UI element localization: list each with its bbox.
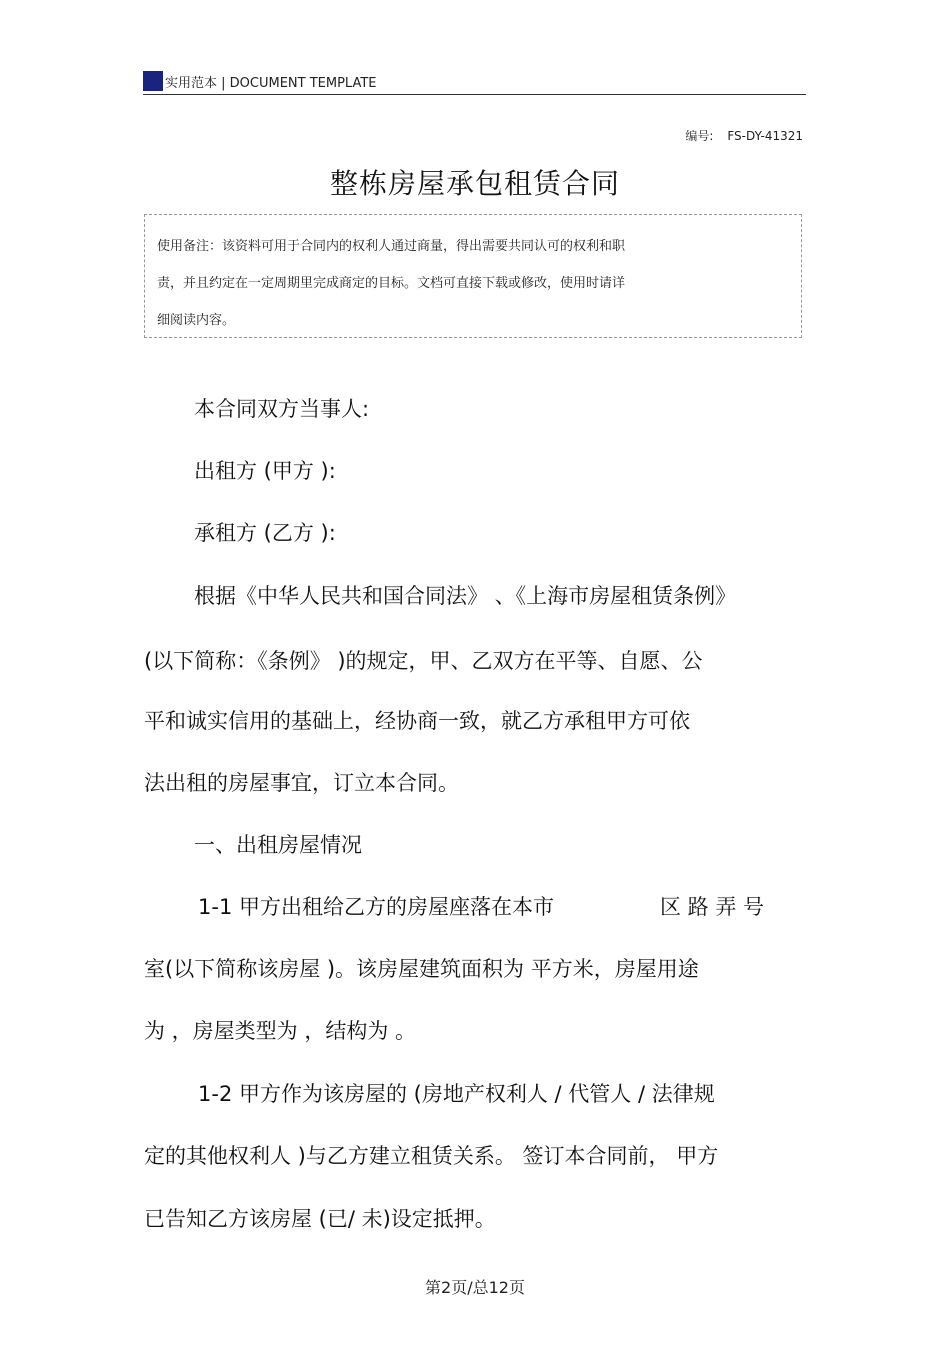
- parties-intro: 本合同双方当事人:: [194, 397, 370, 421]
- basis-paragraph-line: (以下简称：《条例》 )的规定，甲、乙双方在平等、自愿、公: [144, 649, 703, 673]
- document-number-label: 编号:: [685, 129, 714, 143]
- lessee-line: 承租方 (乙方 ):: [194, 521, 336, 545]
- lessor-line: 出租方 (甲方 ):: [194, 459, 336, 483]
- clause-line: 已告知乙方该房屋 (已/ 未)设定抵押。: [144, 1207, 496, 1231]
- clause-line: 1-1 甲方出租给乙方的房屋座落在本市: [198, 895, 554, 919]
- clause-line: 1-2 甲方作为该房屋的 (房地产权利人 / 代管人 / 法律规: [198, 1082, 715, 1106]
- section-heading: 一、出租房屋情况: [194, 833, 362, 857]
- clause-line: 室(以下简称该房屋 )。该房屋建筑面积为 平方米，房屋用途: [144, 957, 699, 981]
- usage-note-line: 使用备注：该资料可用于合同内的权利人通过商量，得出需要共同认可的权利和职: [157, 239, 626, 254]
- basis-paragraph-line: 平和诚实信用的基础上，经协商一致，就乙方承租甲方可依: [144, 709, 690, 733]
- header-label: 实用范本 | DOCUMENT TEMPLATE: [165, 76, 377, 91]
- document-number: [685, 127, 803, 144]
- basis-paragraph-line: 根据《中华人民共和国合同法》 、《上海市房屋租赁条例》: [194, 584, 737, 608]
- document-number-value: FS-DY-41321: [727, 129, 803, 143]
- page-number: 第2页/总12页: [425, 1278, 525, 1297]
- header-logo-square: [143, 71, 163, 91]
- usage-note-line: 责，并且约定在一定周期里完成商定的目标。文档可直接下载或修改，使用时请详: [157, 276, 626, 291]
- clause-address-fields: 区 路 弄 号: [660, 895, 765, 919]
- document-title: 整栋房屋承包租赁合同: [329, 167, 620, 200]
- basis-paragraph-line: 法出租的房屋事宜，订立本合同。: [144, 771, 459, 795]
- document-header: [143, 70, 806, 95]
- usage-note-line: 细阅读内容。: [157, 313, 236, 328]
- usage-note-box: [144, 214, 802, 338]
- clause-line: 定的其他权利人 )与乙方建立租赁关系。 签订本合同前， 甲方: [144, 1144, 719, 1168]
- clause-line: 为 ，房屋类型为 ，结构为 。: [144, 1019, 417, 1043]
